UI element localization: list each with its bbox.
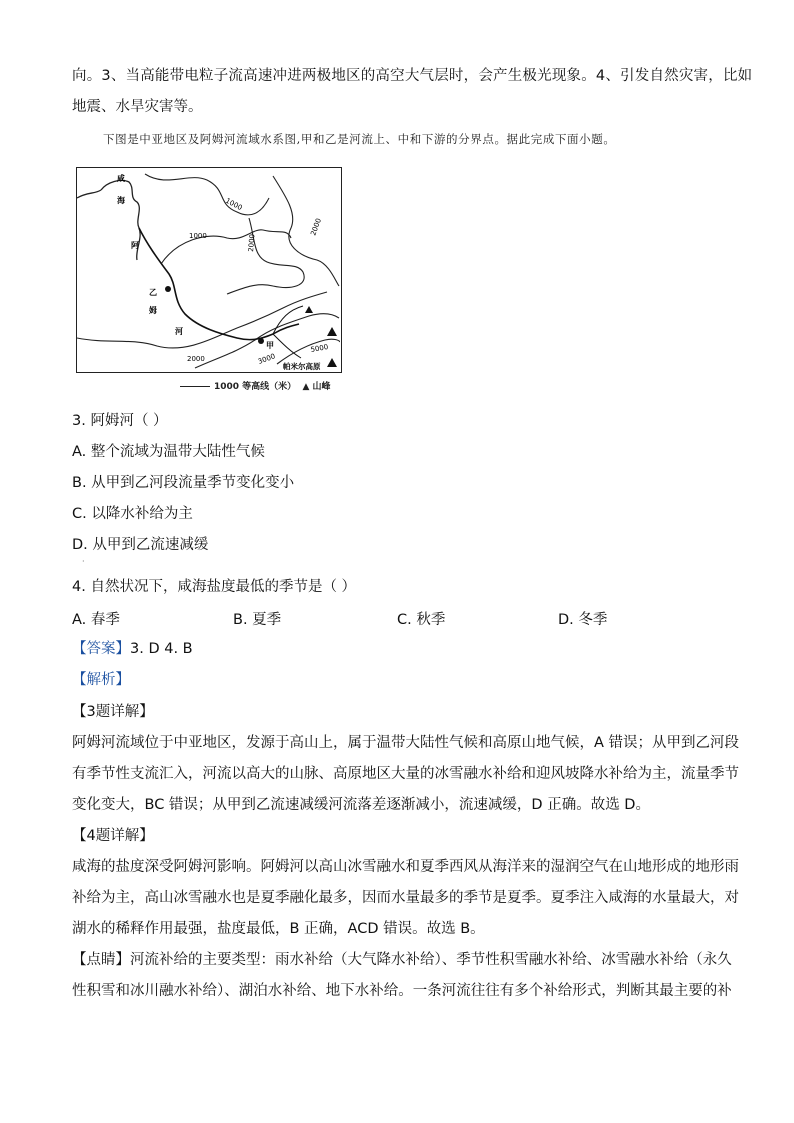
q3-option-a: A. 整个流域为温带大陆性气候	[72, 444, 265, 460]
map-label-river-m: 姆	[149, 306, 157, 315]
detail3-line-3: 变化变大，BC 错误；从甲到乙流速减缓河流落差逐渐减小，流速减缓，D 正确。故选 D。	[72, 797, 650, 813]
analysis-heading	[72, 670, 130, 690]
detail3-heading: 【3题详解】	[72, 704, 154, 720]
q4-option-a: A. 春季	[72, 612, 120, 628]
contour-legend-swatch	[180, 386, 210, 387]
tributary-2	[273, 334, 301, 358]
contour-2000-south	[77, 292, 327, 348]
legend-contour-label: 1000 等高线（米）	[214, 382, 297, 392]
tip-line-1	[72, 950, 732, 970]
map-label-sea-2: 海	[117, 196, 125, 205]
q4-option-d: D. 冬季	[558, 612, 608, 628]
peak-icon	[305, 306, 313, 313]
contour-label-2000: 2000	[309, 217, 323, 237]
contour-2000-inner	[227, 218, 304, 294]
q4-stem: 4. 自然状况下，咸海盐度最低的季节是（ ）	[72, 579, 357, 595]
contour-2000-ne	[273, 176, 339, 286]
q3-stem: 3. 阿姆河（ ）	[72, 413, 168, 429]
contour-label-1000: 1000	[189, 232, 207, 240]
contour-label-3000: 3000	[256, 352, 277, 366]
map-drawing	[77, 168, 340, 371]
tip-label: 【点睛】	[72, 952, 130, 968]
amu-darya-river	[139, 228, 299, 340]
map-label-river-h: 河	[175, 327, 183, 336]
answer-text: 3. D 4. B	[130, 641, 193, 657]
contour-label-1000: 1000	[224, 196, 244, 213]
contour-1000-mid	[161, 230, 291, 264]
contour-5000	[277, 339, 340, 364]
sea-coastline-west	[77, 190, 101, 198]
contour-label-2000: 2000	[187, 355, 205, 363]
q3-option-d: D. 从甲到乙流速减缓	[72, 537, 209, 553]
q4-option-c: C. 秋季	[397, 612, 446, 628]
map-label-sea-1: 咸	[117, 174, 125, 183]
analysis-label: 【解析】	[72, 672, 130, 688]
map-label-plateau: 帕米尔高原	[283, 362, 321, 371]
map-legend	[180, 379, 331, 392]
detail4-line-2: 补给为主，高山冰雪融水也是夏季融化最多，因而水量最多的季节是夏季。夏季注入咸海的水量最大，对	[72, 890, 739, 906]
map-label-river-a: 阿	[131, 241, 139, 250]
peak-icon	[327, 327, 337, 336]
tip-line-2: 性积雪和冰川融水补给）、湖泊水补给、地下水补给。一条河流往往有多个补给形式，判断其最主要的补	[72, 983, 732, 999]
point-yi	[165, 286, 171, 292]
stray-dot: ·	[82, 557, 85, 566]
detail3-line-1: 阿姆河流域位于中亚地区，发源于高山上，属于温带大陆性气候和高原山地气候，A 错误；从甲到乙河段	[72, 735, 740, 751]
map-label-jia: 甲	[266, 341, 274, 350]
contour-label-2000: 2000	[247, 233, 257, 253]
detail4-heading: 【4题详解】	[72, 828, 154, 844]
intro-line-2: 地震、水旱灾害等。	[72, 99, 203, 115]
detail4-line-3: 湖水的稀释作用最强，盐度最低，B 正确，ACD 错误。故选 B。	[72, 921, 485, 937]
detail4-line-1: 咸海的盐度深受阿姆河影响。阿姆河以高山冰雪融水和夏季西风从海洋来的湿润空气在山地形成的地形雨	[72, 859, 739, 875]
map-label-yi: 乙	[149, 288, 157, 297]
q3-option-b: B. 从甲到乙河段流量季节变化变小	[72, 475, 295, 491]
contour-label-5000: 5000	[309, 342, 329, 354]
legend-peak-label: ▲ 山峰	[302, 382, 331, 392]
figure-caption: 下图是中亚地区及阿姆河流域水系图,甲和乙是河流上、中和下游的分界点。据此完成下面小题。	[103, 132, 616, 146]
q4-option-b: B. 夏季	[233, 612, 282, 628]
detail3-line-2: 有季节性支流汇入，河流以高大的山脉、高原地区大量的冰雪融水补给和迎风坡降水补给为主，流量季节	[72, 766, 739, 782]
intro-line-1: 向。3、当高能带电粒子流高速冲进两极地区的高空大气层时，会产生极光现象。4、引发自然灾害，比如	[72, 68, 753, 84]
answer-line	[72, 639, 193, 659]
river-basin-map	[76, 167, 342, 373]
contour-1000-north	[145, 174, 269, 215]
tip-text-1: 河流补给的主要类型：雨水补给（大气降水补给）、季节性积雪融水补给、冰雪融水补给（永久	[130, 952, 732, 968]
point-jia	[258, 338, 264, 344]
q3-option-c: C. 以降水补给为主	[72, 506, 193, 522]
peak-icon	[327, 358, 337, 367]
answer-label: 【答案】	[72, 641, 130, 657]
